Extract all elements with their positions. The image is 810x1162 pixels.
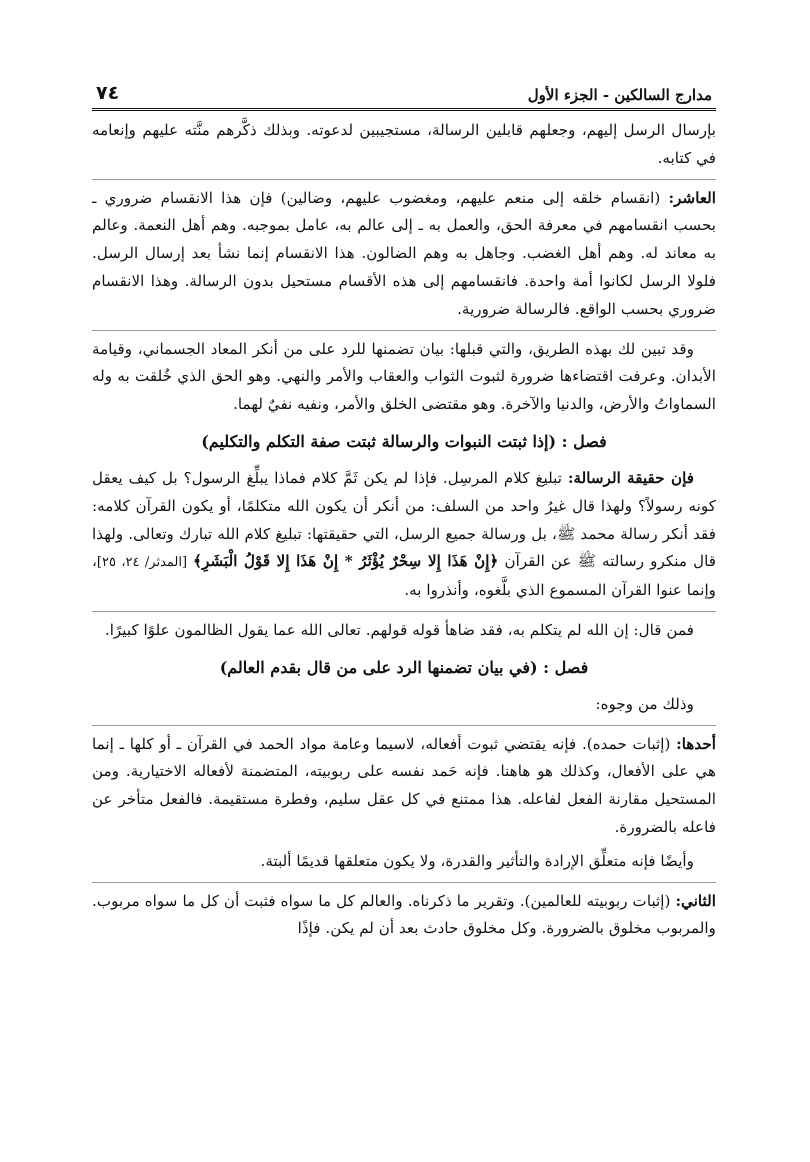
paragraph-text: وقد تبين لك بهذه الطريق، والتي قبلها: بيان تضمنها للرد على من أنكر المعاد الجسماني، وقيامة الأبدان. وعرفت اقتضاءها ضرورة لثبوت الثواب والعقاب والأمر والنهي. وهو الحق الذي خُلقت به وله السماواتُ والأرض، والدنيا والآخرة. وهو مقتضى الخلق والأمر، ونفيه نفيٌ لهما. <box>92 339 716 414</box>
book-page <box>92 74 716 949</box>
paragraph-text: تبليغ كلام المرسِل. فإذا لم يكن ثَمَّ كلام فماذا يبلِّغ الرسول؟ بل كيف يعقل كونه رسولاً؟ ولهذا قال غيرُ واحد من السلف: من أنكر أن يكون الله متكلمًا، أو يكون القرآن كلامه: فقد أنكر رسالة محمد ﷺ، بل ورسالة جميع الرسل، التي حقيقتها: تبليغ كلام الله تبارك وتعالى. ولهذا قال منكرو رسالته ﷺ عن القرآن <box>92 468 716 571</box>
section-heading-2: فصل : (في بيان تضمنها الرد على من قال بقدم العالم) <box>219 657 589 677</box>
running-title: مدارج السالكين - الجزء الأول <box>527 86 712 104</box>
section-heading-1: فصل : (إذا ثبتت النبوات والرسالة ثبتت صفة التكلم والتكليم) <box>201 431 607 451</box>
paragraph-text: (انقسام خلقه إلى منعم عليهم، ومغضوب عليهم، وضالين) فإن هذا الانقسام ضروري ـ بحسب انقسامهم في معرفة الحق، والعمل به ـ إلى عالم به، عامل بموجبه. وهم أهل النعمة. وعالم به معاند له. وهم أهل الغضب. وجاهل به وهم الضالون. هذا الانقسام إنما نشأ بعد إرسال الرسل. فلولا الرسل لكانوا أمة واحدة. فانقسامهم إلى هذه الأقسام مستحيل بدون الرسالة. وهذا الانقسام ضروري بحسب الواقع. فالرسالة ضرورية. <box>92 188 716 318</box>
running-header <box>92 74 716 111</box>
paragraph-text: بإرسال الرسل إليهم، وجعلهم قابلين الرسالة، مستجيبين لدعوته. وبذلك ذكَّرهم منَّته عليهم وإنعامه في كتابه. <box>92 121 716 167</box>
page-number: ٧٤ <box>96 82 120 104</box>
paragraph-text: وأيضًا فإنه متعلِّق الإرادة والتأثير والقدرة، ولا يكون متعلقها قديمًا ألبتة. <box>260 851 694 870</box>
paragraph-text: فمن قال: إن الله لم يتكلم به، فقد ضاهأ قوله قولهم. تعالى الله عما يقول الظالمون علوًا كبيرًا. <box>104 620 694 639</box>
paragraph-5 <box>92 611 716 645</box>
quran-reference: [المدثر/ ٢٤، ٢٥] <box>96 555 188 571</box>
paragraph-2 <box>92 179 716 324</box>
paragraph-text: (إثبات حمده). فإنه يقتضي ثبوت أفعاله، لاسيما وعامة مواد الحمد في القرآن ـ أو كلها ـ إنما هي على الأفعال، وكذلك هو هاهنا. فإنه حَمد نفسه على ربوبيته، المتضمنة لأفعاله الاختيارية. ومن المستحيل مقارنة الفعل لفاعله. هذا ممتنع في كل عقل سليم، وفطرة مستقيمة. فالفعل متأخر عن فاعله بالضرورة. <box>92 734 716 836</box>
paragraph-text-continued: ، وإنما عنوا القرآن المسموع الذي بلَّغوه، وأنذروا به. <box>92 552 716 600</box>
paragraph-9 <box>92 882 716 944</box>
paragraph-8 <box>92 848 716 876</box>
paragraph-3 <box>92 330 716 419</box>
page-body <box>92 117 716 943</box>
paragraph-lead: فإن حقيقة الرسالة: <box>567 468 694 487</box>
paragraph-4 <box>92 465 716 605</box>
quran-quote: ﴿إِنْ هَذَا إِلا سِحْرٌ يُؤْثَرُ * إِنْ هَذَا إِلا قَوْلُ الْبَشَرِ﴾ <box>193 552 499 571</box>
paragraph-7 <box>92 725 716 842</box>
paragraph-1 <box>92 117 716 173</box>
paragraph-lead: الثاني: <box>675 891 716 910</box>
paragraph-6 <box>92 691 716 719</box>
paragraph-lead: أحدها: <box>676 734 716 753</box>
paragraph-lead: العاشر: <box>668 188 716 207</box>
paragraph-text: وذلك من وجوه: <box>595 694 694 713</box>
paragraph-text: (إثبات ربوبيته للعالمين). وتقرير ما ذكرناه. والعالم كل ما سواه فثبت أن كل ما سواه مربوب. والمربوب مخلوق بالضرورة. وكل مخلوق حادث بعد أن لم يكن. فإذًا <box>92 891 716 938</box>
